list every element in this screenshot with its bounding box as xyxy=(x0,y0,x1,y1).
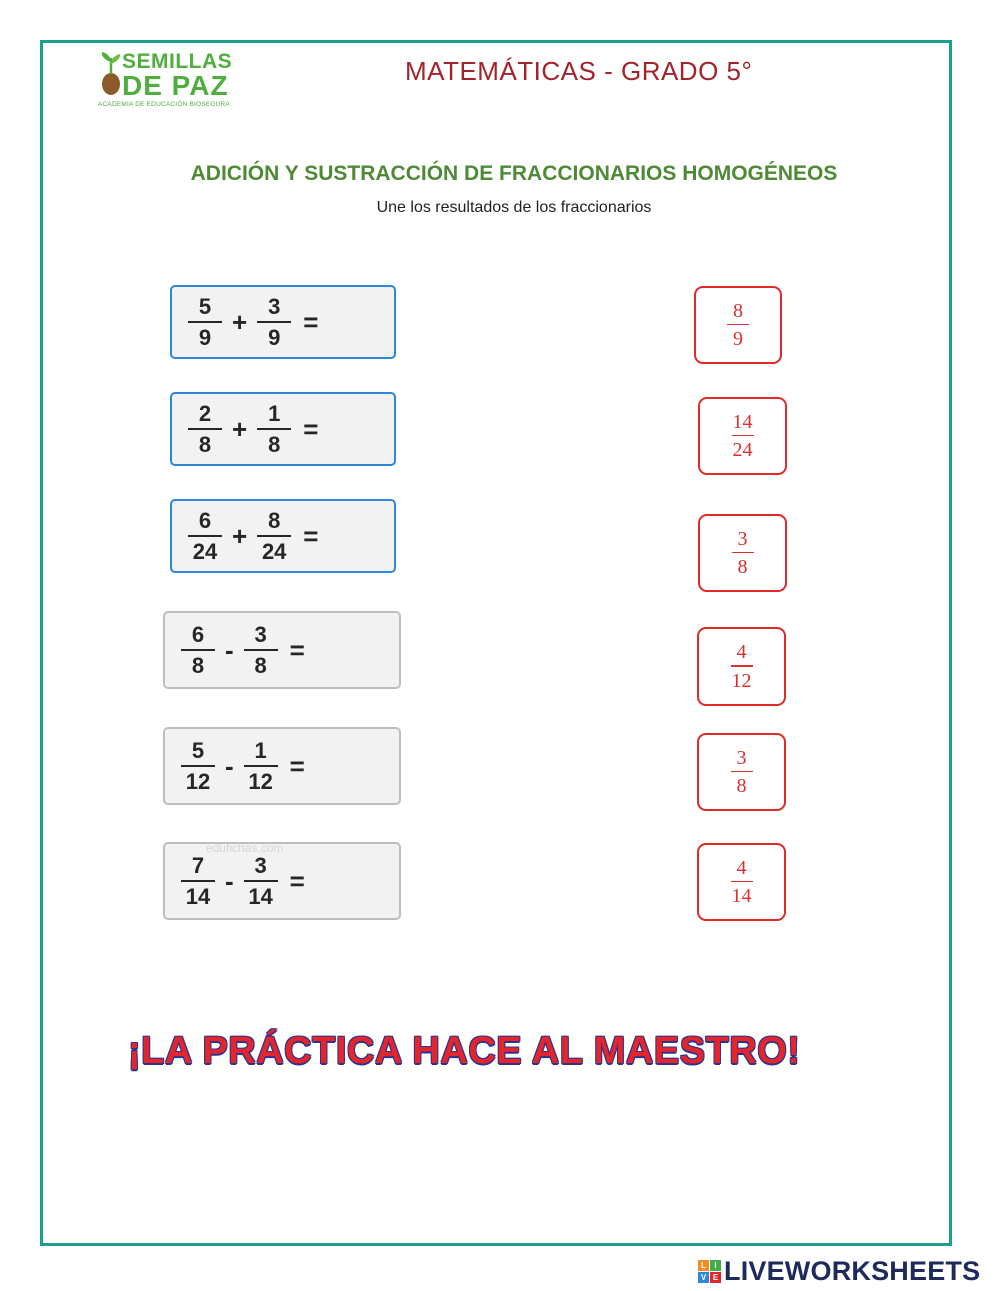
logo-word-semillas: SEMILLAS xyxy=(122,50,233,73)
answer-box-3[interactable] xyxy=(698,514,787,592)
answer-box-4[interactable] xyxy=(697,627,786,706)
fraction-a: $\frac{6}{8}$ xyxy=(181,624,215,677)
semillas-de-paz-logo xyxy=(98,48,248,110)
exercise-card-2[interactable] xyxy=(170,392,396,466)
answer-fraction: $\frac{8}{9}$ xyxy=(727,301,749,350)
answer-fraction: $\frac{4}{12}$ xyxy=(731,641,752,692)
slogan-text: ¡LA PRÁCTICA HACE AL MAESTRO! xyxy=(128,1030,801,1072)
watermark-text: edufichas.com xyxy=(206,841,284,855)
fraction-b: $\frac{8}{24}$ xyxy=(257,510,291,563)
liveworksheets-logo[interactable] xyxy=(698,1256,980,1287)
answer-fraction: $\frac{14}{24}$ xyxy=(732,410,753,462)
answer-fraction: $\frac{4}{14}$ xyxy=(731,856,752,908)
equals-sign: = xyxy=(303,520,319,551)
operator: + xyxy=(232,520,248,551)
answer-box-6[interactable] xyxy=(697,843,786,921)
operator: + xyxy=(232,413,248,444)
answer-fraction: $\frac{3}{8}$ xyxy=(731,748,753,797)
fraction-b: $\frac{1}{8}$ xyxy=(257,403,291,456)
liveworksheets-blocks-icon: L I V E xyxy=(698,1260,721,1283)
operator: - xyxy=(225,634,234,665)
instruction-text: Une los resultados de los fraccionarios xyxy=(376,199,652,216)
logo-tagline: ACADEMIA DE EDUCACIÓN BIOSEGURA xyxy=(98,101,230,108)
equals-sign: = xyxy=(303,306,319,337)
answer-box-1[interactable] xyxy=(694,286,782,364)
fraction-b: $\frac{3}{9}$ xyxy=(257,296,291,349)
fraction-b: $\frac{1}{12}$ xyxy=(244,740,278,793)
sprout-seed-icon xyxy=(98,52,124,96)
operator: - xyxy=(225,750,234,781)
section-title: ADICIÓN Y SUSTRACCIÓN DE FRACCIONARIOS HOMOGÉNEOS xyxy=(190,162,838,185)
operator: - xyxy=(225,865,234,896)
equals-sign: = xyxy=(289,865,305,896)
answer-fraction: $\frac{3}{8}$ xyxy=(732,529,754,578)
fraction-a: $\frac{7}{14}$ xyxy=(181,855,215,908)
fraction-b: $\frac{3}{8}$ xyxy=(244,624,278,677)
exercise-card-1[interactable] xyxy=(170,285,396,359)
equals-sign: = xyxy=(289,634,305,665)
answer-box-2[interactable] xyxy=(698,397,787,475)
equals-sign: = xyxy=(303,413,319,444)
equals-sign: = xyxy=(289,750,305,781)
operator: + xyxy=(232,306,248,337)
logo-word-de-paz: DE PAZ xyxy=(122,70,229,101)
header-title: MATEMÁTICAS - GRADO 5° xyxy=(405,56,753,86)
fraction-a: $\frac{5}{9}$ xyxy=(188,296,222,349)
fraction-b: $\frac{3}{14}$ xyxy=(244,855,278,908)
exercise-card-3[interactable] xyxy=(170,499,396,573)
fraction-a: $\frac{6}{24}$ xyxy=(188,510,222,563)
answer-box-5[interactable] xyxy=(697,733,786,811)
liveworksheets-brand: LIVEWORKSHEETS xyxy=(724,1256,981,1286)
exercise-card-5[interactable] xyxy=(163,727,401,805)
exercise-card-4[interactable] xyxy=(163,611,401,689)
fraction-a: $\frac{2}{8}$ xyxy=(188,403,222,456)
fraction-a: $\frac{5}{12}$ xyxy=(181,740,215,793)
